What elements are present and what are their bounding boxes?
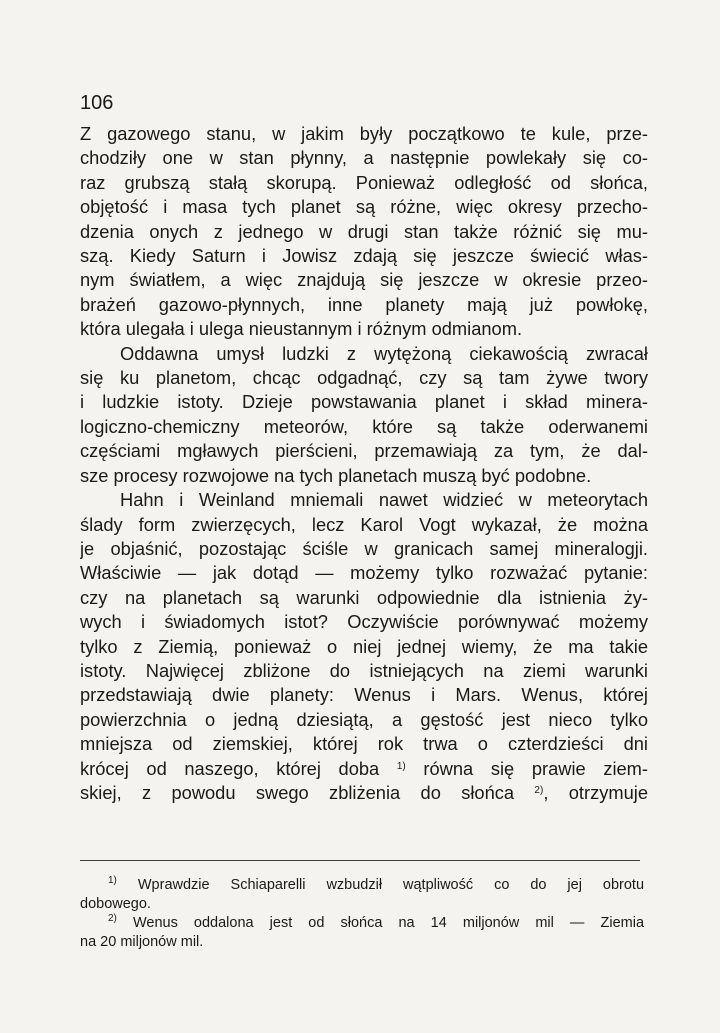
text-line: czy na planetach są warunki odpowiednie dla istnienia ży- (80, 586, 648, 608)
footnote-ref-1: 1) (396, 760, 406, 772)
text-line: sze procesy rozwojowe na tych planetach muszą być podobne. (80, 464, 592, 486)
paragraph-1 (80, 122, 648, 342)
footnotes (80, 876, 644, 952)
text-line: Hahn i Weinland mniemali nawet widzieć w meteorytach (120, 489, 648, 511)
text-segment: równa się prawie ziem- (405, 757, 648, 779)
text-line: je objaśnić, pozostając ściśle w granicach samej mineralogji. (80, 537, 648, 559)
text-line: która ulegała i ulega nieustannym i różnym odmianom. (80, 318, 523, 340)
text-line: się ku planetom, chcąc odgadnąć, czy są tam żywe twory (80, 367, 648, 389)
footnote-line: na 20 miljonów mil. (80, 934, 204, 950)
text-line-with-footnote-ref (80, 781, 648, 805)
text-line: chodziły one w stan płynny, a następnie powlekały się co- (80, 147, 648, 169)
text-segment: krócej od naszego, której doba (80, 757, 380, 779)
text-line: wych i świadomych istot? Oczywiście porównywać możemy (80, 611, 648, 633)
text-line: powierzchnia o jedną dziesiątą, a gęstość jest nieco tylko (80, 708, 648, 730)
paragraph-3 (80, 488, 648, 805)
footnote-ref-2: 2) (534, 784, 544, 796)
text-line: i ludzkie istoty. Dzieje powstawania planet i skład minera- (80, 391, 648, 413)
footnote-marker: 2) (108, 913, 117, 924)
footnote-marker: 1) (108, 875, 117, 886)
footnote-line (80, 914, 644, 933)
paragraph-2 (80, 342, 648, 488)
text-segment: skiej, z powodu swego zbliżenia do słońca (80, 781, 515, 803)
footnote-text: Wprawdzie Schiaparelli wzbudził wątpliwość co do jej obrotu (137, 877, 645, 893)
text-line: dzenia onych z jednego w drugi stan także różnić się mu- (80, 220, 648, 242)
text-segment: , otrzymuje (543, 781, 648, 803)
text-line: mniejsza od ziemskiej, której rok trwa o czterdzieści dni (80, 733, 648, 755)
text-line: istoty. Najwięcej zbliżone do istniejących na ziemi warunki (80, 659, 648, 681)
footnote-line (80, 876, 644, 895)
text-line: Właściwie — jak dotąd — możemy tylko rozważać pytanie: (80, 562, 648, 584)
page-number: 106 (80, 92, 114, 114)
text-line: Oddawna umysł ludzki z wytężoną ciekawością zwracał (120, 342, 648, 364)
text-line: przedstawiają dwie planety: Wenus i Mars. Wenus, której (80, 684, 648, 706)
text-line: raz grubszą stałą skorupą. Ponieważ odległość od słońca, (80, 171, 648, 193)
body-text (80, 122, 648, 805)
text-line: szą. Kiedy Saturn i Jowisz zdają się jeszcze świecić włas- (80, 245, 648, 267)
text-line: logiczno-chemiczny meteorów, które są także oderwanemi (80, 415, 648, 437)
text-line-with-footnote-ref (80, 757, 648, 781)
footnote-text: Wenus oddalona jest od słońca na 14 miljonów mil — Ziemia (132, 915, 645, 931)
footnote-1 (80, 876, 644, 914)
footnote-line: dobowego. (80, 896, 151, 912)
text-line: brażeń gazowo-płynnych, inne planety mają już powłokę, (80, 293, 648, 315)
text-line: nym światłem, a więc znajdują się jeszcze w okresie przeo- (80, 269, 648, 291)
footnote-2 (80, 914, 644, 952)
text-line: ślady form zwierzęcych, lecz Karol Vogt wykazał, że można (80, 513, 648, 535)
text-line: tylko z Ziemią, ponieważ o niej jednej wiemy, że ma takie (80, 635, 648, 657)
footnote-divider (80, 860, 640, 861)
text-line: częściami mgławych pierścieni, przemawiają za tym, że dal- (80, 440, 648, 462)
text-line: objętość i masa tych planet są różne, więc okresy przecho- (80, 196, 648, 218)
text-line: Z gazowego stanu, w jakim były początkowo te kule, prze- (80, 123, 648, 144)
